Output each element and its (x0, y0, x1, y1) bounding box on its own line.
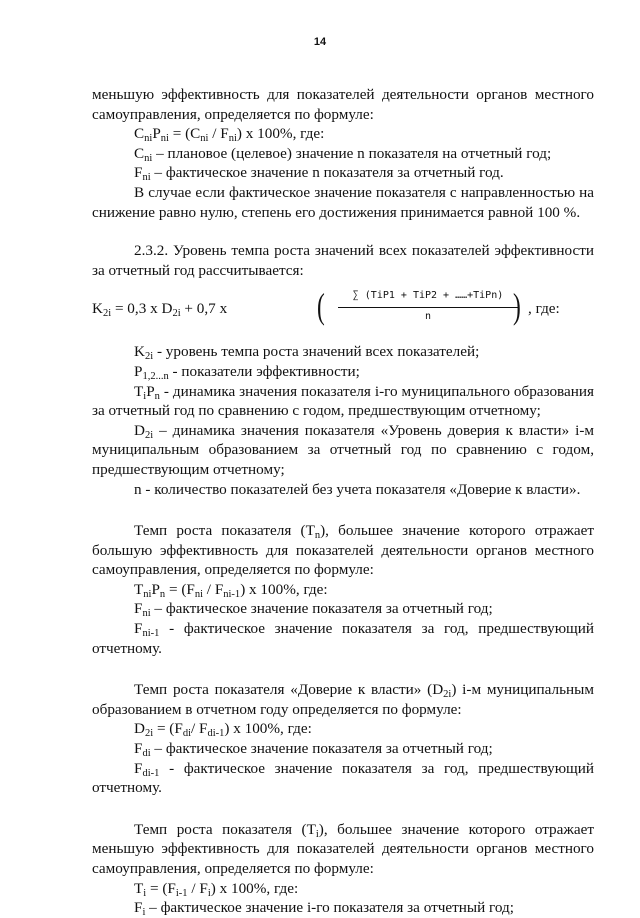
growth-rate-formula: $K_{2i} = 0,3$ x $D_{2i} + 0,7$ x ( ∑ (TiP1 + TiP2 + ……+TiPn) n ) , где: (92, 286, 594, 332)
formula-numerator: ∑ (TiP1 + TiP2 + ……+TiPn) (352, 290, 504, 302)
formula-line: $C_{ni}P_{ni} = (C_{ni} / F_{ni})$ x 100%, где: (134, 125, 325, 145)
definition-line: $F_{ni}$ – фактическое значение показателя за отчетный год; (134, 600, 493, 620)
definition-line: $P_{1,2...n}$ - показатели эффективности; (134, 362, 360, 382)
paragraph: В случае если фактическое значение показателя с направленностью на снижение равно нулю, степень его достижения принимается равной 100 %. (92, 183, 594, 221)
definition-line: $F_{ni}$ – фактическое значение n показателя за отчетный год. (134, 164, 504, 184)
formula-line: $D_{2i} = (F_{di}/$ $F_{di-1}$) x 100%, где: (134, 720, 312, 740)
paragraph: Темп роста показателя «Доверие к власти» $(D_{2i})$ i-м муниципальным образованием в отчетном году определяется по формуле: (92, 681, 594, 718)
page-number: 14 (313, 36, 327, 48)
definition-line: n - количество показателей без учета показателя «Доверие к власти». (134, 480, 581, 498)
definition-line: $F_{ni-1}$ - фактическое значение показателя за год, предшествующий отчетному. (92, 620, 594, 657)
formula-line: $T_i = (F_{i-1} / F_i)$ x 100%, где: (134, 879, 299, 899)
formula-line: $T_{ni}P_n = (F_{ni} / F_{ni-1})$ x 100%, где: (134, 580, 328, 600)
definition-line: $K_{2i}$ - уровень темпа роста значений всех показателей; (134, 343, 480, 363)
definition-line: $T_iP_n$ - динамика значения показателя i-го муниципального образования за отчетный год по сравнению с годом, предшествующим отчетному; (92, 382, 594, 420)
definition-line: $D_{2i}$ – динамика значения показателя «Уровень доверия к власти» i-м муниципальным образованием за отчетный год по сравнению с годом, предшествующим отчетному; (92, 421, 594, 478)
paragraph: меньшую эффективность для показателей деятельности органов местного самоуправления, определяется по формуле: (92, 86, 594, 123)
section-paragraph: 2.3.2. Уровень темпа роста значений всех показателей эффективности за отчетный год рассчитывается: (92, 242, 594, 279)
formula-denominator: n (424, 311, 432, 323)
definition-line: $C_{ni}$ – плановое (целевое) значение n показателя на отчетный год; (134, 144, 552, 164)
paragraph: Темп роста показателя $(T_i)$, большее значение которого отражает меньшую эффективность для показателей деятельности органов местного самоуправления, определяется по формуле: (92, 820, 594, 877)
definition-line: $F_{di-1}$ - фактическое значение показателя за год, предшествующий отчетному. (92, 759, 594, 797)
right-paren: ) (513, 286, 521, 327)
paragraph: Темп роста показателя $(T_n)$, большее значение которого отражает большую эффективность для показателей деятельности органов местного самоуправления, определяется по формуле: (92, 522, 594, 579)
left-paren: ( (317, 286, 325, 327)
definition-line: $F_i$ – фактическое значение i-го показателя за отчетный год; (134, 899, 514, 918)
definition-line: $F_{di}$ – фактическое значение показателя за отчетный год; (134, 740, 493, 760)
document-body (92, 85, 594, 918)
fraction-bar (338, 307, 518, 308)
